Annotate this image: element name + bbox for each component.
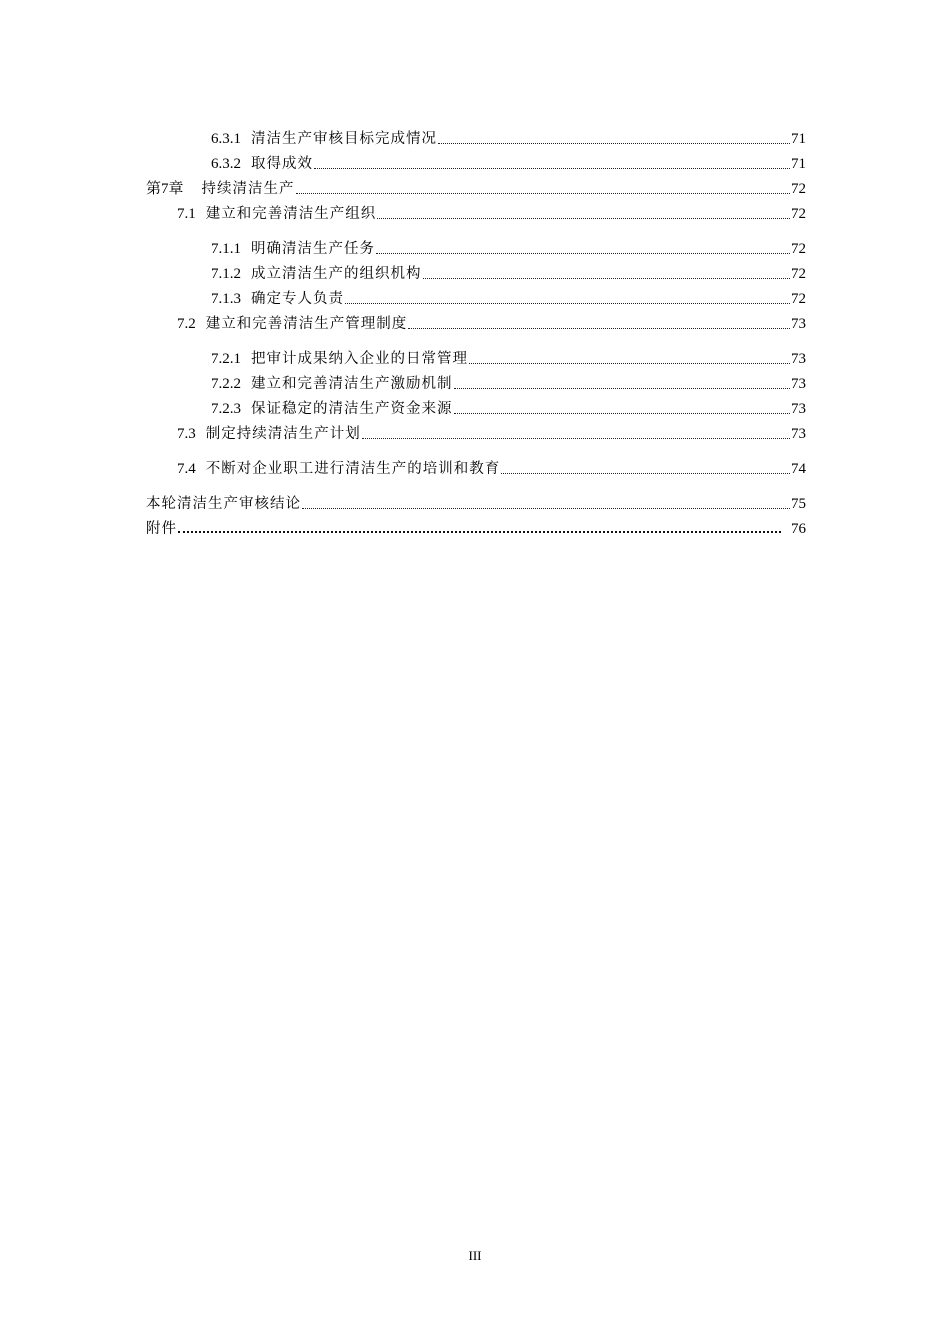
toc-entry-6-3-2[interactable] <box>211 153 806 173</box>
toc-entry-attachments[interactable] <box>146 518 806 538</box>
toc-entry-6-3-1[interactable] <box>211 128 806 148</box>
dot-leader <box>377 218 790 219</box>
page-number: III <box>468 1248 482 1263</box>
dot-leader <box>296 193 790 194</box>
toc-entry-7-4[interactable] <box>177 458 806 478</box>
toc-entry-number: 7.2.3 <box>211 401 241 417</box>
toc-entry-title: 建立和完善清洁生产组织 <box>205 206 377 222</box>
toc-entry-number: 7.4 <box>177 461 196 477</box>
toc-entry-page: 73 <box>791 351 806 367</box>
toc-entry-page: 72 <box>791 266 806 282</box>
toc-entry-number: 6.3.2 <box>211 156 241 172</box>
toc-entry-page: 74 <box>791 461 806 477</box>
toc-entry-audit-conclusion[interactable] <box>146 493 806 513</box>
toc-entry-title: 建立和完善清洁生产管理制度 <box>205 316 408 332</box>
toc-entry-number: 7.2 <box>177 316 196 332</box>
toc-entry-7-2[interactable] <box>177 313 806 333</box>
toc-entry-title: 持续清洁生产 <box>201 181 295 197</box>
toc-entry-number: 7.1 <box>177 206 196 222</box>
toc-entry-title: 清洁生产审核目标完成情况 <box>251 131 437 147</box>
toc-entry-page: 72 <box>791 181 806 197</box>
dot-leader <box>345 303 790 304</box>
dot-leader <box>362 438 790 439</box>
toc-entry-title: 把审计成果纳入企业的日常管理 <box>251 351 468 367</box>
toc-entry-page: 71 <box>791 131 806 147</box>
toc-entry-page: 73 <box>791 401 806 417</box>
toc-entry-title: 明确清洁生产任务 <box>251 241 375 257</box>
toc-entry-title: 成立清洁生产的组织机构 <box>251 266 422 282</box>
dot-leader <box>501 473 790 474</box>
dot-leader <box>454 388 791 389</box>
dot-leader <box>469 363 790 364</box>
toc-entry-7-2-2[interactable] <box>211 373 806 393</box>
toc-entry-page: 73 <box>791 376 806 392</box>
toc-entry-chapter-7[interactable] <box>146 178 806 198</box>
toc-entry-number: 7.1.3 <box>211 291 241 307</box>
toc-entry-number: 7.2.1 <box>211 351 241 367</box>
dot-leader <box>408 328 790 329</box>
toc-entry-page: 73 <box>791 426 806 442</box>
toc-entry-number: 7.2.2 <box>211 376 241 392</box>
toc-entry-7-1-3[interactable] <box>211 288 806 308</box>
toc-entry-title: 不断对企业职工进行清洁生产的培训和教育 <box>205 461 501 477</box>
toc-entry-page: 75 <box>791 496 806 512</box>
toc-entry-page: 73 <box>791 316 806 332</box>
toc-entry-page: 72 <box>791 241 806 257</box>
dot-leader <box>314 168 790 169</box>
toc-entry-number: 7.1.2 <box>211 266 241 282</box>
toc-entry-number: 第7章 <box>146 181 184 197</box>
dot-leader <box>178 531 781 533</box>
toc-entry-page: 71 <box>791 156 806 172</box>
dot-leader <box>376 253 790 254</box>
dot-leader <box>454 413 791 414</box>
toc-entry-title: 制定持续清洁生产计划 <box>205 426 361 442</box>
toc-entry-7-1[interactable] <box>177 203 806 223</box>
toc-entry-title: 确定专人负责 <box>251 291 344 307</box>
toc-entry-title: 保证稳定的清洁生产资金来源 <box>251 401 453 417</box>
toc-entry-page: 76 <box>791 521 806 537</box>
toc-entry-page: 72 <box>791 206 806 222</box>
toc-entry-title: 取得成效 <box>251 156 313 172</box>
dot-leader <box>423 278 791 279</box>
toc-entry-title: 建立和完善清洁生产激励机制 <box>251 376 453 392</box>
toc-entry-7-1-2[interactable] <box>211 263 806 283</box>
toc-entry-7-2-3[interactable] <box>211 398 806 418</box>
toc-entry-number: 7.3 <box>177 426 196 442</box>
toc-entry-title: 附件 <box>146 521 177 537</box>
toc-entry-page: 72 <box>791 291 806 307</box>
toc-entry-title: 本轮清洁生产审核结论 <box>146 496 301 512</box>
toc-entry-7-3[interactable] <box>177 423 806 443</box>
toc-entry-number: 6.3.1 <box>211 131 241 147</box>
dot-leader <box>302 508 790 509</box>
toc-entry-7-1-1[interactable] <box>211 238 806 258</box>
dot-leader <box>438 143 790 144</box>
toc-entry-7-2-1[interactable] <box>211 348 806 368</box>
toc-entry-number: 7.1.1 <box>211 241 241 257</box>
